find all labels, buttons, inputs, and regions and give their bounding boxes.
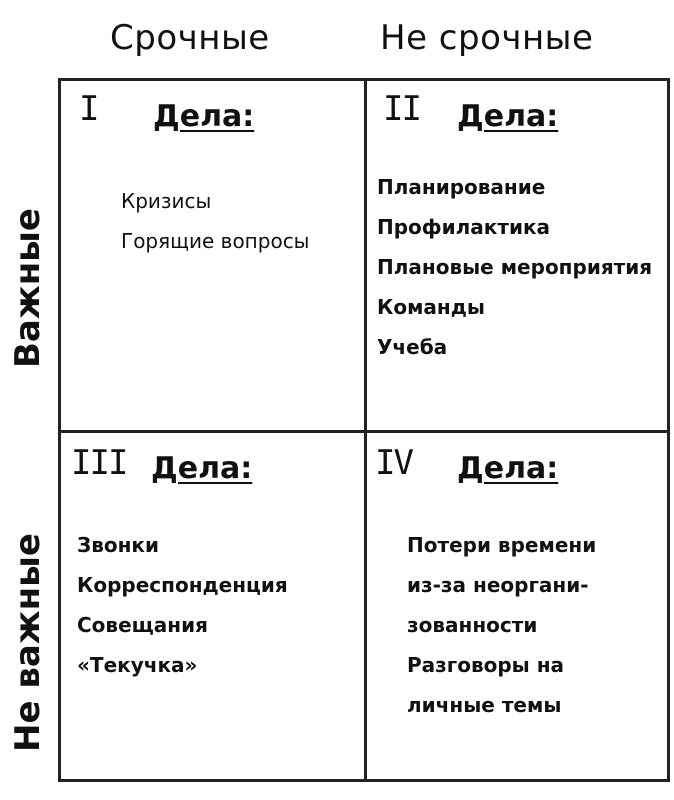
list-item: Профилактика <box>377 215 551 239</box>
list-item: личные темы <box>407 693 562 717</box>
list-item: Совещания <box>77 613 208 637</box>
quadrant-2 <box>367 81 667 430</box>
quadrant-1 <box>61 81 364 430</box>
quadrant-items <box>77 525 288 685</box>
quadrant-items <box>377 167 652 367</box>
list-item: зованности <box>407 613 538 637</box>
quadrant-items <box>121 181 309 261</box>
quadrant-title: Дела: <box>153 99 255 134</box>
list-item: из-за неоргани- <box>407 573 589 597</box>
quadrant-title: Дела: <box>457 451 559 486</box>
list-item: «Текучка» <box>77 653 198 677</box>
list-item: Потери времени <box>407 533 597 557</box>
column-header-urgent: Срочные <box>110 18 270 58</box>
list-item: Разговоры на <box>407 653 565 677</box>
quadrant-numeral: III <box>71 443 127 483</box>
eisenhower-matrix <box>58 78 670 782</box>
list-item: Кризисы <box>121 189 212 213</box>
list-item: Планирование <box>377 175 546 199</box>
list-item: Учеба <box>377 335 448 359</box>
list-item: Команды <box>377 295 485 319</box>
column-header-not-urgent: Не срочные <box>380 18 594 58</box>
list-item: Плановые мероприятия <box>377 255 653 279</box>
quadrant-numeral: II <box>383 89 420 129</box>
quadrant-4 <box>367 433 667 779</box>
row-header-important: Важные <box>8 208 48 368</box>
list-item: Корреспонденция <box>77 573 288 597</box>
quadrant-numeral: I <box>79 89 98 129</box>
row-header-not-important: Не важные <box>8 533 48 752</box>
quadrant-items <box>407 525 596 725</box>
quadrant-numeral: IV <box>375 443 412 483</box>
quadrant-title: Дела: <box>457 99 559 134</box>
quadrant-title: Дела: <box>151 451 253 486</box>
list-item: Горящие вопросы <box>121 229 310 253</box>
list-item: Звонки <box>77 533 160 557</box>
quadrant-3 <box>61 433 364 779</box>
